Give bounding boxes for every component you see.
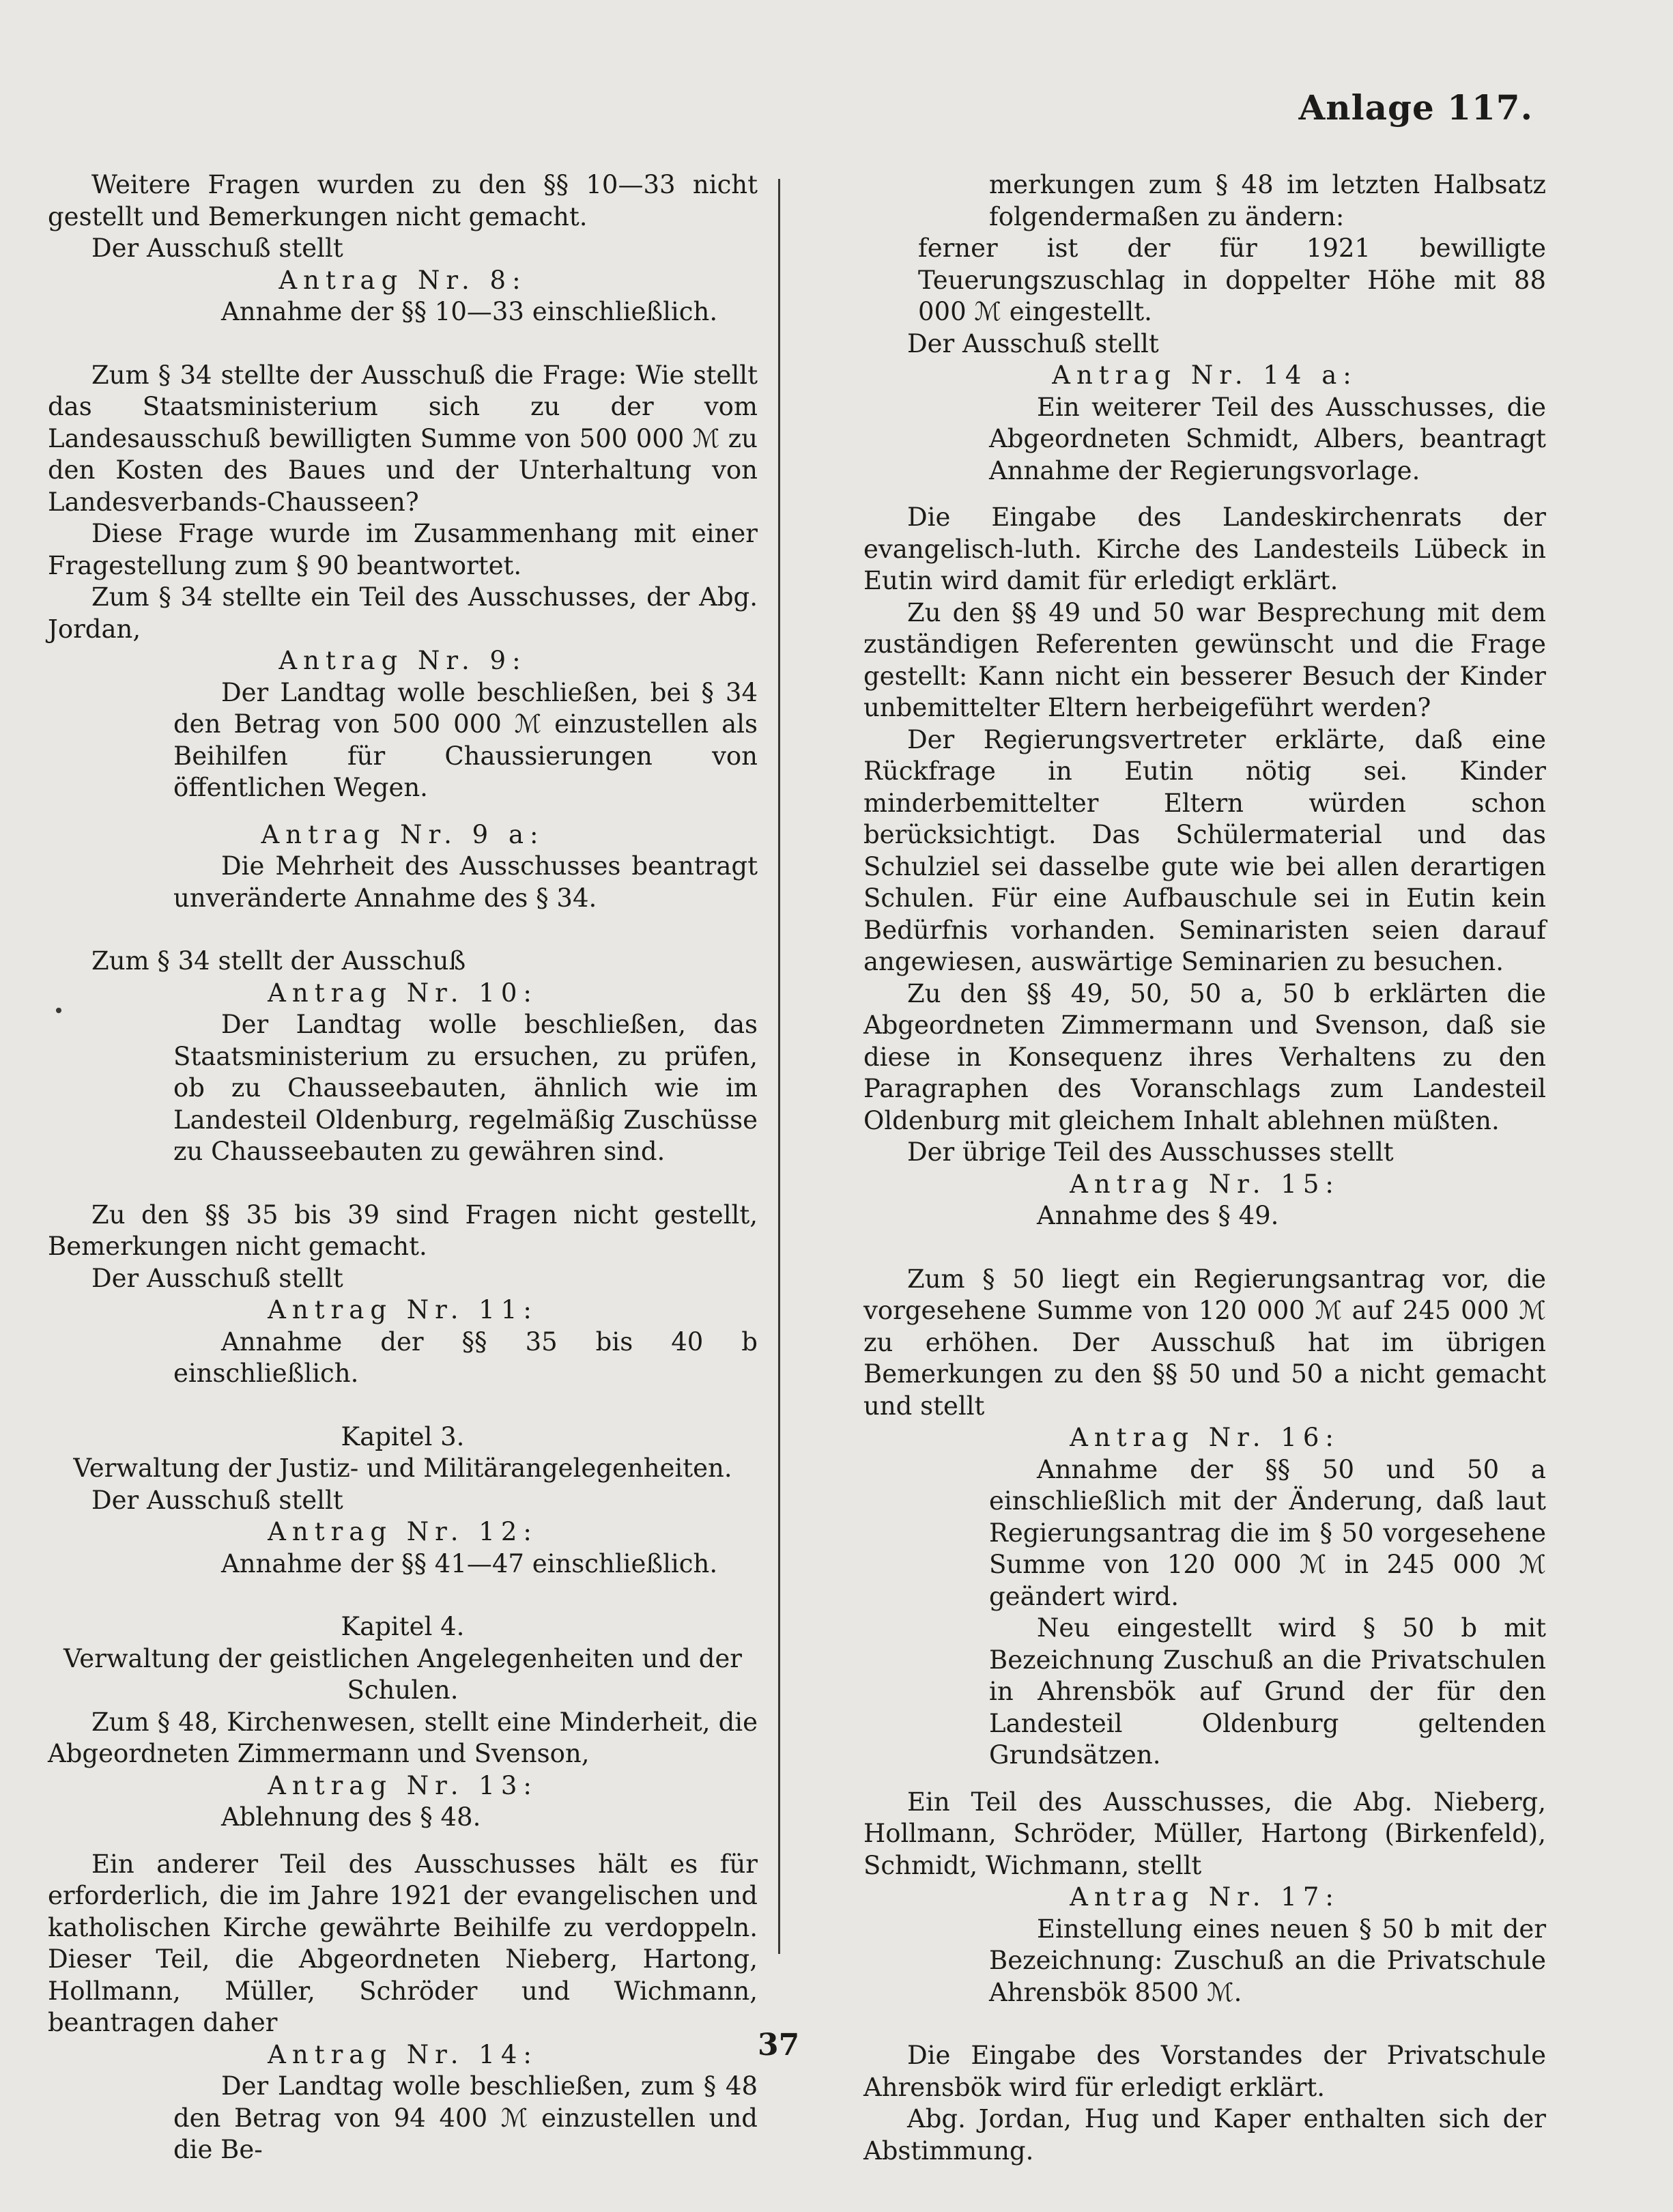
paragraph: Diese Frage wurde im Zusammenhang mit einer Fragestellung zum § 90 beantwortet. (48, 519, 758, 580)
paragraph: Der Ausschuß stellt (91, 233, 343, 263)
chapter-heading: Verwaltung der Justiz- und Militärangelegenheiten. (73, 1454, 732, 1483)
motion-text: Der Landtag wolle beschließen, bei § 34 den Betrag von 500 000 ℳ einzustellen als Beihilfen für Chaussierungen von öffentlichen Wegen. (173, 677, 758, 802)
motion-heading: Antrag Nr. 14: (268, 2039, 538, 2069)
motion-text: Neu eingestellt wird § 50 b mit Bezeichnung Zuschuß an die Privatschulen in Ahrensbök auf Grund der für den Landesteil Oldenburg geltenden Grundsätzen. (989, 1613, 1546, 1770)
paragraph: Weitere Fragen wurden zu den §§ 10—33 nicht gestellt und Bemerkungen nicht gemacht. (48, 170, 758, 231)
chapter-heading: Kapitel 4. (341, 1612, 465, 1641)
margin-dot (56, 1008, 61, 1013)
motion-heading: Antrag Nr. 8: (278, 265, 527, 295)
motion-text: Die Mehrheit des Ausschusses beantragt unveränderte Annahme des § 34. (173, 851, 758, 913)
paragraph: Zum § 48, Kirchenwesen, stellt eine Minderheit, die Abgeordneten Zimmermann und Svenson, (48, 1707, 758, 1768)
motion-text: Annahme der §§ 50 und 50 a einschließlich mit der Änderung, daß laut Regierungsantrag die im § 50 vorgesehene Summe von 120 000 ℳ in 245 000 ℳ geändert wird. (989, 1454, 1546, 1611)
motion-heading: Antrag Nr. 14 a: (1052, 360, 1358, 390)
paragraph: Der Regierungsvertreter erklärte, daß eine Rückfrage in Eutin nötig sei. Kinder minderbemittelter Eltern würden schon berücksichtigt. Das Schülermaterial und das Schulziel sei dasselbe gute wie bei allen derartigen Schulen. Für eine Aufbauschule sei in Eutin kein Bedürfnis vorhanden. Seminaristen seien darauf angewiesen, auswärtige Seminarien zu besuchen. (863, 724, 1546, 976)
motion-heading: Antrag Nr. 12: (268, 1517, 538, 1546)
paragraph: Zum § 34 stellt der Ausschuß (91, 946, 466, 976)
motion-heading: Antrag Nr. 9 a: (261, 819, 545, 849)
motion-heading: Antrag Nr. 13: (268, 1770, 538, 1800)
motion-heading: Antrag Nr. 10: (268, 978, 538, 1008)
right-column (863, 169, 1546, 2167)
chapter-heading: Verwaltung der geistlichen Angelegenheiten und der Schulen. (63, 1643, 742, 1705)
motion-heading: Antrag Nr. 11: (268, 1295, 538, 1324)
motion-text: Der Landtag wolle beschließen, zum § 48 den Betrag von 94 400 ℳ einzustellen und die Be- (173, 2071, 758, 2164)
motion-heading: Antrag Nr. 16: (1070, 1423, 1340, 1452)
column-divider (778, 179, 780, 1954)
page-header: Anlage 117. (1298, 87, 1533, 128)
paragraph: Zu den §§ 49 und 50 war Besprechung mit dem zuständigen Referenten gewünscht und die Frage gestellt: Kann nicht ein besserer Besuch der Kinder unbemittelter Eltern herbeigeführt werden? (863, 597, 1546, 722)
motion-text: Annahme der §§ 41—47 einschließlich. (221, 1548, 718, 1578)
paragraph: Der Ausschuß stellt (907, 328, 1159, 358)
paragraph: Die Eingabe des Vorstandes der Privatschule Ahrensbök wird für erledigt erklärt. (863, 2041, 1546, 2102)
motion-text: Annahme des § 49. (1037, 1201, 1279, 1230)
motion-heading: Antrag Nr. 15: (1070, 1169, 1340, 1199)
motion-text: Ablehnung des § 48. (221, 1802, 481, 1832)
motion-text: Der Landtag wolle beschließen, das Staatsministerium zu ersuchen, zu prüfen, ob zu Chausseebauten, ähnlich wie im Landesteil Oldenburg, regelmäßig Zuschüsse zu Chausseebauten zu gewähren sind. (173, 1010, 758, 1166)
motion-heading: Antrag Nr. 9: (278, 646, 527, 675)
chapter-heading: Kapitel 3. (341, 1421, 465, 1451)
paragraph: Zu den §§ 35 bis 39 sind Fragen nicht gestellt, Bemerkungen nicht gemacht. (48, 1200, 758, 1261)
paragraph: Der übrige Teil des Ausschusses stellt (907, 1137, 1394, 1167)
left-column (48, 169, 758, 2166)
paragraph: Zu den §§ 49, 50, 50 a, 50 b erklärten die Abgeordneten Zimmermann und Svenson, daß sie diese in Konsequenz ihres Verhaltens zu den Paragraphen des Voranschlags zum Landesteil Oldenburg mit gleichem Inhalt ablehnen müßten. (863, 978, 1546, 1135)
motion-text: Annahme der §§ 35 bis 40 b einschließlich. (173, 1327, 758, 1388)
page-number: 37 (758, 2028, 800, 2062)
paragraph: Abg. Jordan, Hug und Kaper enthalten sich der Abstimmung. (863, 2104, 1546, 2166)
paragraph: Ein anderer Teil des Ausschusses hält es für erforderlich, die im Jahre 1921 der evangelischen und katholischen Kirche gewährte Beihilfe zu verdoppeln. Dieser Teil, die Abgeordneten Nieberg, Hartong, Hollmann, Müller, Schröder und Wichmann, beantragen daher (48, 1849, 758, 2037)
paragraph: Die Eingabe des Landeskirchenrats der evangelisch-luth. Kirche des Landesteils Lübeck in Eutin wird damit für erledigt erklärt. (863, 502, 1546, 595)
paragraph: Ein Teil des Ausschusses, die Abg. Nieberg, Hollmann, Schröder, Müller, Hartong (Birkenfeld), Schmidt, Wichmann, stellt (863, 1787, 1546, 1880)
paragraph: Zum § 50 liegt ein Regierungsantrag vor, die vorgesehene Summe von 120 000 ℳ auf 245 000 ℳ zu erhöhen. Der Ausschuß hat im übrigen Bemerkungen zu den §§ 50 und 50 a nicht gemacht und stellt (863, 1264, 1546, 1421)
paragraph: Der Ausschuß stellt (91, 1263, 343, 1293)
paragraph: Zum § 34 stellte der Ausschuß die Frage: Wie stellt das Staatsministerium sich zu der vom Landesausschuß bewilligten Summe von 500 000 ℳ zu den Kosten des Baues und der Unterhaltung von Landesverbands-Chausseen? (48, 360, 758, 517)
motion-text: Ein weiterer Teil des Ausschusses, die Abgeordneten Schmidt, Albers, beantragt Annahme der Regierungsvorlage. (989, 392, 1546, 485)
quoted-amendment: ferner ist der für 1921 bewilligte Teuerungszuschlag in doppelter Höhe mit 88 000 ℳ eingestellt. (918, 233, 1546, 326)
paragraph: Zum § 34 stellte ein Teil des Ausschusses, der Abg. Jordan, (48, 582, 758, 644)
motion-text: Annahme der §§ 10—33 einschließlich. (221, 297, 718, 326)
paragraph: Der Ausschuß stellt (91, 1485, 343, 1515)
motion-text-continued: merkungen zum § 48 im letzten Halbsatz folgendermaßen zu ändern: (989, 170, 1546, 231)
motion-heading: Antrag Nr. 17: (1070, 1882, 1340, 1912)
motion-text: Einstellung eines neuen § 50 b mit der Bezeichnung: Zuschuß an die Privatschule Ahrensbök 8500 ℳ. (989, 1914, 1546, 2007)
